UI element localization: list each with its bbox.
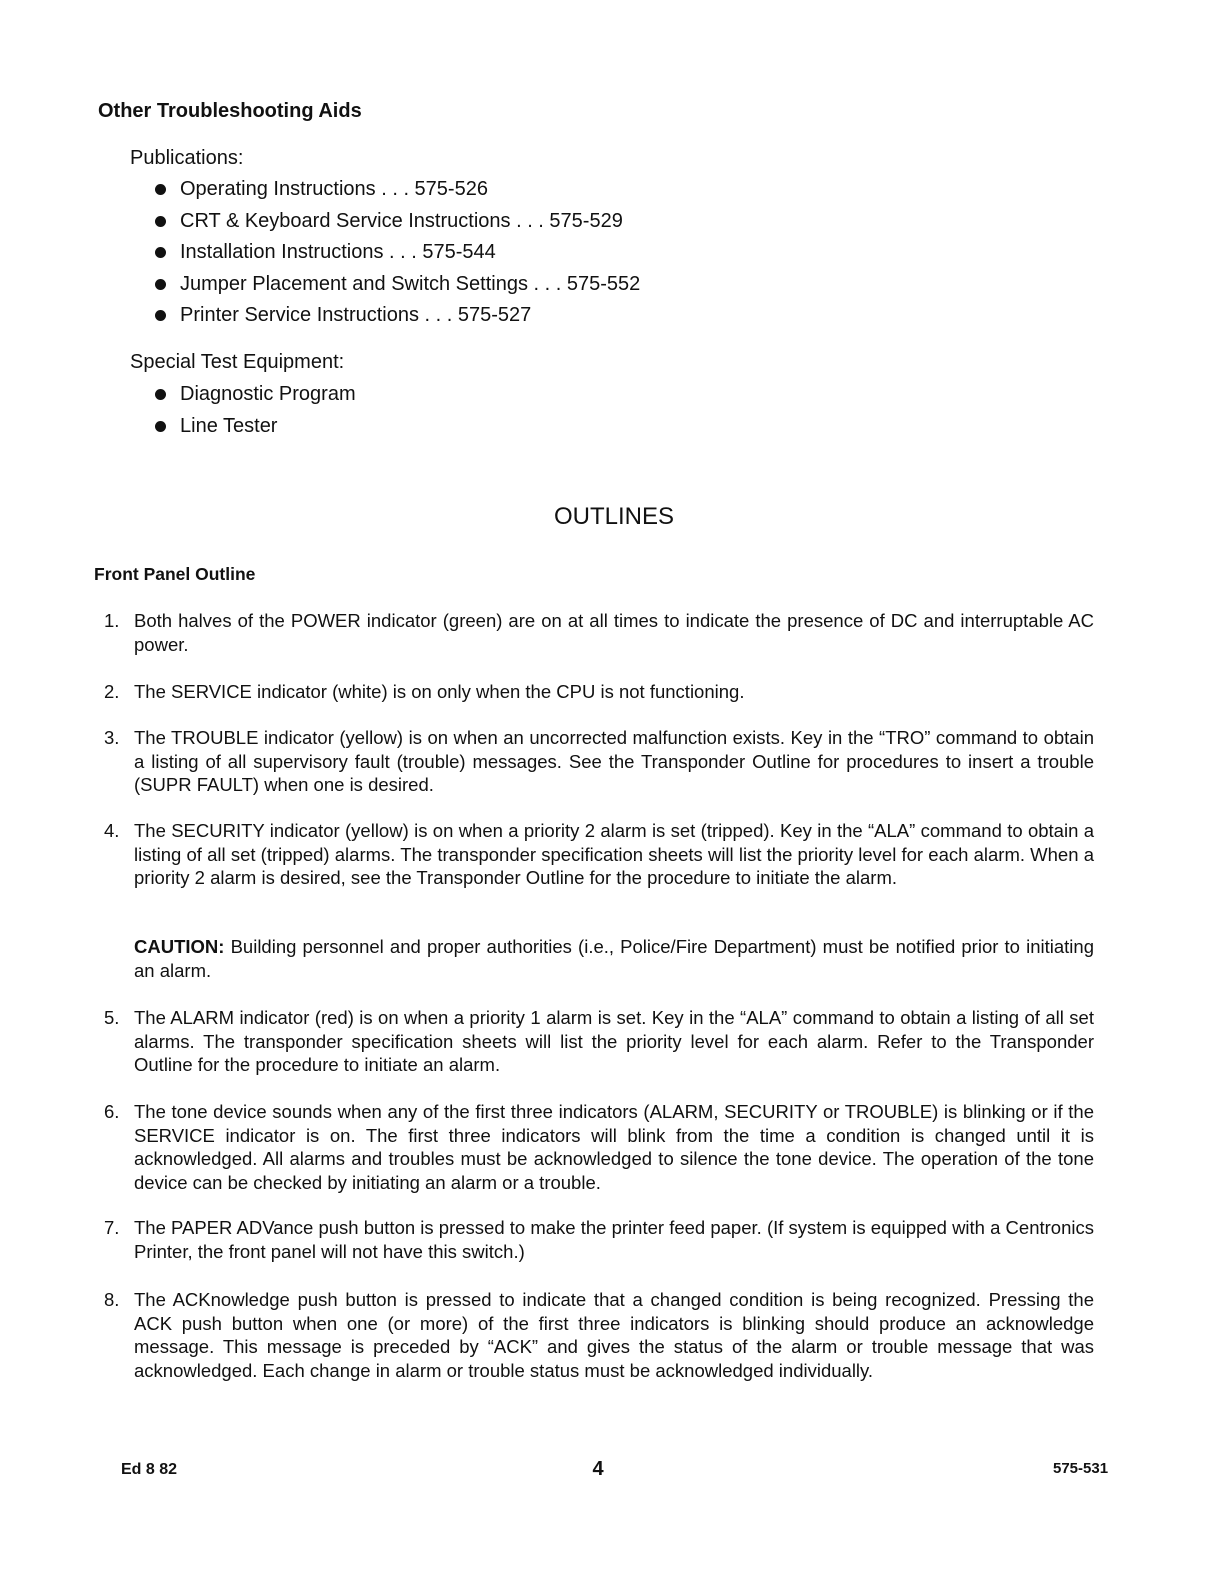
other-troubleshooting-aids-heading: Other Troubleshooting Aids (98, 100, 362, 122)
publications-label: Publications: (130, 147, 244, 169)
caution-label: CAUTION: (134, 936, 225, 957)
caution-note (134, 935, 1094, 982)
outline-item-2: 2. The SERVICE indicator (white) is on only when the CPU is not functioning. (104, 681, 745, 702)
outline-item-6: 6. The tone device sounds when any of the first three indicators (ALARM, SECURITY or TROUBLE) is blinking or if the SERVICE indicator is on. The first three indicators will blink from the time a condition is changed until it is acknowledged. All alarms and troubles must be acknowledged to silence the tone device. The operation of the tone device can be checked by initiating an alarm or a trouble. (104, 1101, 1094, 1193)
edition-label: Ed 8 82 (121, 1461, 178, 1478)
list-item: Diagnostic Program (155, 379, 356, 411)
outlines-title: OUTLINES (553, 503, 675, 530)
list-item: Jumper Placement and Switch Settings . . . 575-552 (155, 269, 640, 301)
list-item: Printer Service Instructions . . . 575-527 (155, 300, 640, 332)
list-item: Installation Instructions . . . 575-544 (155, 237, 640, 269)
bullet-icon (155, 279, 166, 290)
list-item: Line Tester (155, 411, 356, 443)
document-number: 575-531 (1053, 1460, 1109, 1477)
outline-item-1: 1. Both halves of the POWER indicator (green) are on at all times to indicate the presence of DC and interruptable AC power. (104, 610, 1094, 655)
outline-item-8: 8. The ACKnowledge push button is pressed to indicate that a changed condition is being recognized. Pressing the ACK push button when one (or more) of the first three indicators is blinking should produce an acknowledge message. This message is preceded by “ACK” and gives the status of the alarm or trouble message that was acknowledged. Each change in alarm or trouble status must be acknowledged individually. (104, 1289, 1094, 1381)
caution-text: Building personnel and proper authorities (i.e., Police/Fire Department) must be notified prior to initiating an alarm. (134, 936, 1094, 981)
bullet-icon (155, 247, 166, 258)
page-number: 4 (592, 1458, 604, 1480)
outline-item-7: 7. The PAPER ADVance push button is pressed to make the printer feed paper. (If system is equipped with a Centronics Printer, the front panel will not have this switch.) (104, 1217, 1094, 1262)
bullet-icon (155, 389, 166, 400)
list-item: CRT & Keyboard Service Instructions . . . 575-529 (155, 206, 640, 238)
bullet-icon (155, 184, 166, 195)
outline-item-4: 4. The SECURITY indicator (yellow) is on when a priority 2 alarm is set (tripped). Key in the “ALA” command to obtain a listing of all set (tripped) alarms. The transponder specification sheets will list the priority level for each alarm. When a priority 2 alarm is desired, see the Transponder Outline for the procedure to initiate the alarm. (104, 820, 1094, 888)
bullet-icon (155, 216, 166, 227)
bullet-icon (155, 310, 166, 321)
equipment-list (155, 379, 356, 442)
special-test-equipment-label: Special Test Equipment: (130, 351, 345, 373)
list-item: Operating Instructions . . . 575-526 (155, 174, 640, 206)
front-panel-outline-heading: Front Panel Outline (94, 564, 256, 584)
bullet-icon (155, 421, 166, 432)
outline-item-3: 3. The TROUBLE indicator (yellow) is on when an uncorrected malfunction exists. Key in the “TRO” command to obtain a listing of all supervisory fault (trouble) messages. See the Transponder Outline for procedures to insert a trouble (SUPR FAULT) when one is desired. (104, 727, 1094, 795)
publications-list (155, 174, 640, 332)
outline-item-5: 5. The ALARM indicator (red) is on when a priority 1 alarm is set. Key in the “ALA” command to obtain a listing of all set alarms. The transponder specification sheets will list the priority level for each alarm. Refer to the Transponder Outline for the procedure to initiate an alarm. (104, 1007, 1094, 1075)
